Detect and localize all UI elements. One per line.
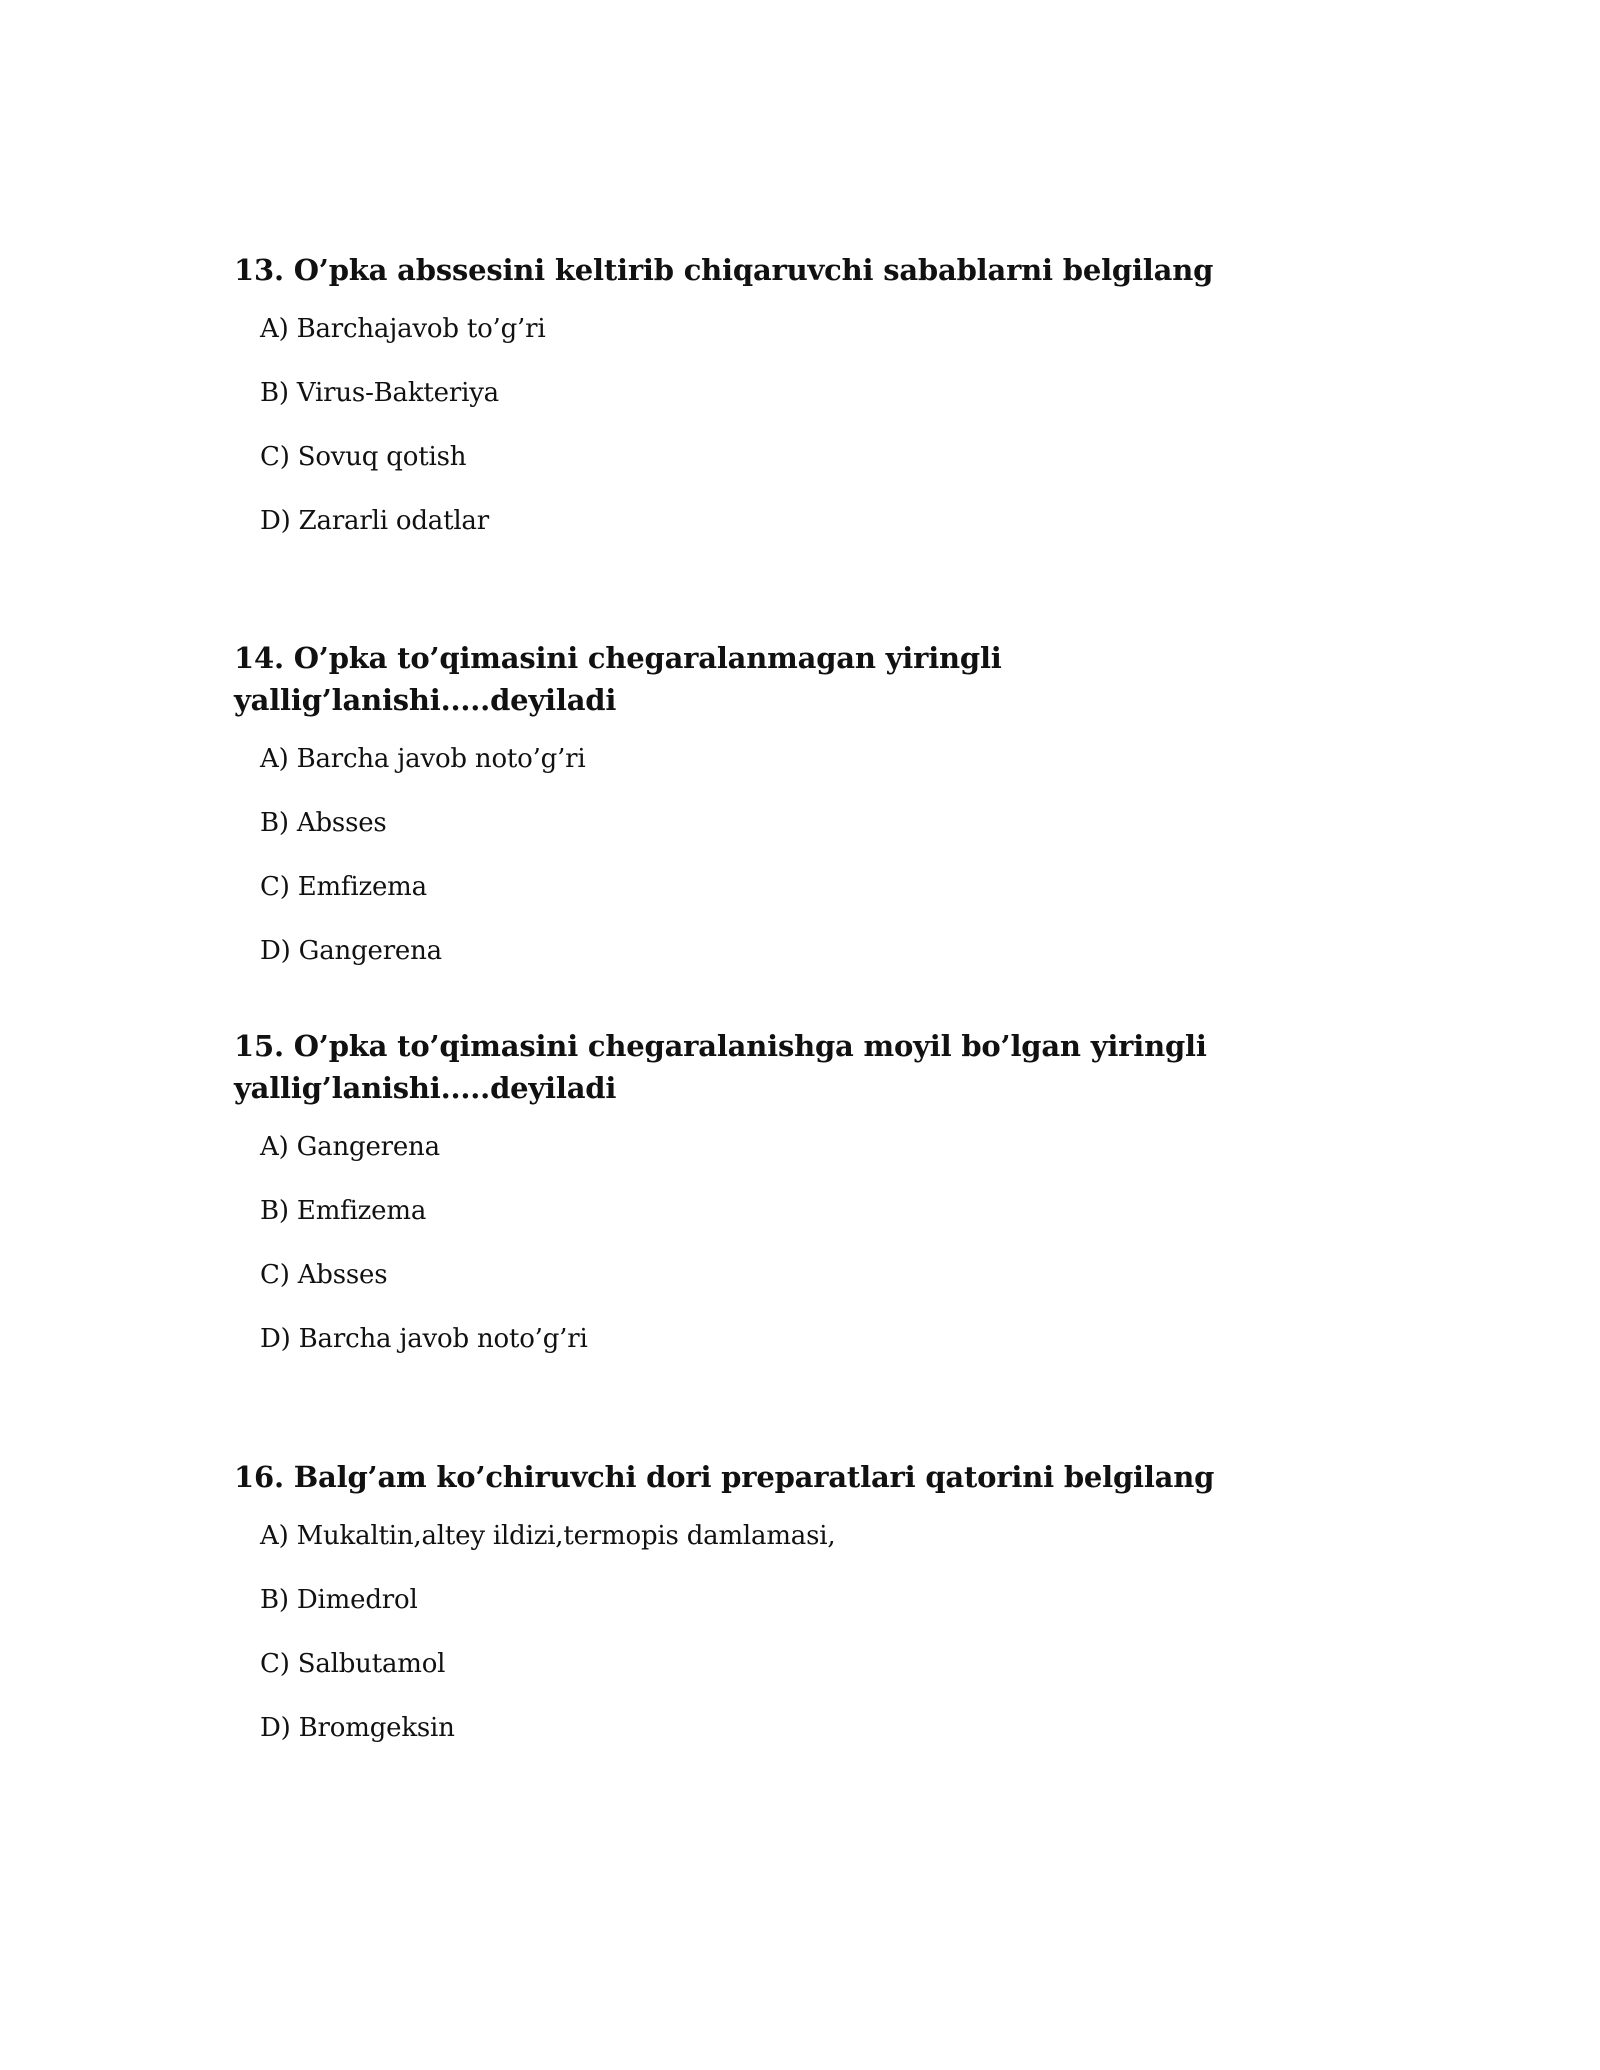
option-c: C) Emfizema (260, 872, 427, 902)
option-c: C) Salbutamol (260, 1649, 446, 1679)
answer-options (260, 313, 1384, 537)
option-d: D) Barcha javob noto’g’ri (260, 1324, 588, 1354)
option-a: A) Barchajavob to’g’ri (260, 314, 546, 344)
question-title-line-2: yallig’lanishi.....deyiladi (234, 1071, 617, 1105)
question-13 (234, 249, 1384, 537)
option-b: B) Virus-Bakteriya (260, 378, 499, 408)
question-14 (234, 637, 1384, 967)
option-b: B) Emfizema (260, 1196, 427, 1226)
answer-options (260, 1131, 1384, 1355)
question-title: 13. O’pka abssesini keltirib chiqaruvchi sabablarni belgilang (234, 253, 1214, 287)
question-title: 16. Balg’am ko’chiruvchi dori preparatlari qatorini belgilang (234, 1460, 1215, 1494)
question-title: 14. O’pka to’qimasini chegaralanmagan yiringli yallig’lanishi.....deyiladi (234, 641, 1002, 717)
option-c: C) Sovuq qotish (260, 442, 467, 472)
answer-options (260, 743, 1384, 967)
option-b: B) Dimedrol (260, 1585, 418, 1615)
option-a: A) Gangerena (260, 1132, 440, 1162)
option-b: B) Absses (260, 808, 387, 838)
option-a: A) Mukaltin,altey ildizi,termopis damlamasi, (260, 1521, 836, 1551)
option-d: D) Zararli odatlar (260, 506, 489, 536)
option-d: D) Bromgeksin (260, 1713, 455, 1743)
question-title (234, 1025, 1384, 1109)
question-16 (234, 1456, 1384, 1744)
option-d: D) Gangerena (260, 936, 442, 966)
question-title-line-1: 15. O’pka to’qimasini chegaralanishga moyil bo’lgan yiringli (234, 1029, 1207, 1063)
question-15 (234, 1025, 1384, 1355)
option-c: C) Absses (260, 1260, 388, 1290)
answer-options (260, 1520, 1384, 1744)
option-a: A) Barcha javob noto’g’ri (260, 744, 586, 774)
